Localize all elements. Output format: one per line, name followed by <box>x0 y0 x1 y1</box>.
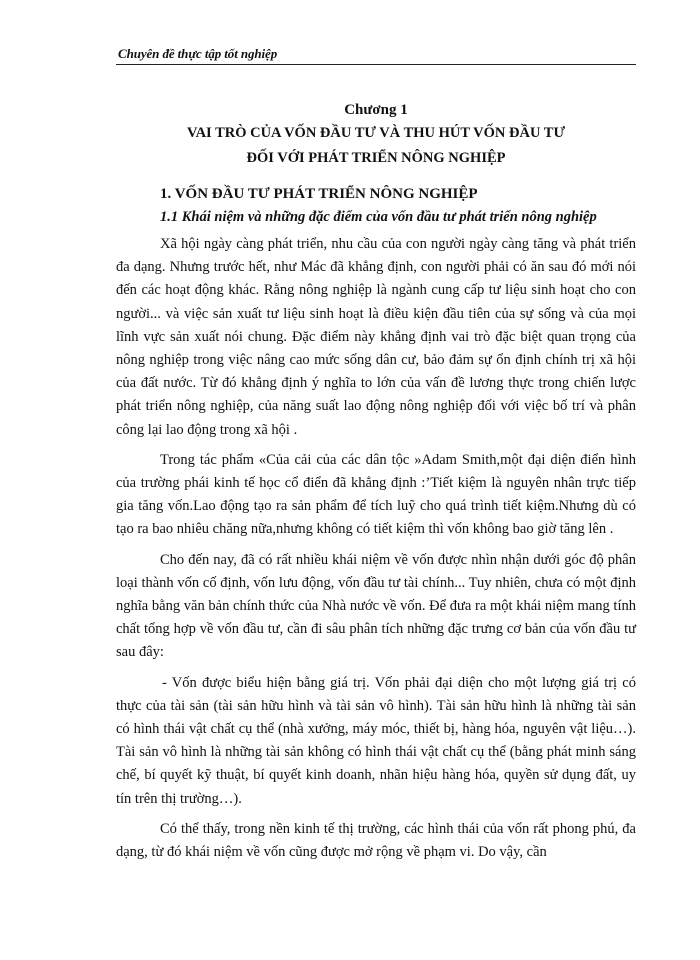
paragraph: Xã hội ngày càng phát triển, nhu cầu của con người ngày càng tăng và phát triển đa dạng. Nhưng trước hết, như Mác đã khẳng định, con người phải có ăn sau đó mới nói đến các hoạt động khác. Rằng nông nghiệp là ngành cung cấp tư liệu sinh hoạt cho con người... và việc sản xuất tư liệu sinh hoạt là điều kiện đầu tiên của sự sống và của mọi lĩnh vực sản xuất nói chung. Đặc điểm này khẳng định vai trò đặc biệt quan trọng của nông nghiệp trong việc nâng cao mức sống dân cư, bảo đảm sự ổn định chính trị xã hội của đất nước. Từ đó khẳng định ý nghĩa to lớn của vấn đề lương thực trong chiến lược phát triển nông nghiệp, của năng suất lao động nông nghiệp đối với việc bố trí và phân công lại lao động trong xã hội . <box>116 236 636 438</box>
subsection-heading: 1.1 Khái niệm và những đặc điểm của vốn đầu tư phát triển nông nghiệp <box>160 209 597 225</box>
chapter-title-line-1: VAI TRÒ CỦA VỐN ĐẦU TƯ VÀ THU HÚT VỐN ĐẦU TƯ <box>186 125 565 141</box>
running-header: Chuyên đề thực tập tốt nghiệp <box>118 46 278 61</box>
bullet-paragraph: - Vốn được biểu hiện bằng giá trị. Vốn phải đại diện cho một lượng giá trị có thực của tài sản (tài sản hữu hình và tài sản vô hình). Tài sản hữu hình là những tài sản có hình thái vật chất cụ thể (nhà xưởng, máy móc, thiết bị, hàng hóa, nguyên vật liệu…). Tài sản vô hình là những tài sản không có hình thái vật chất cụ thể (bằng phát minh sáng chế, bí quyết kỹ thuật, bí quyết kinh doanh, nhãn hiệu hàng hóa, quyền sử dụng đất, uy tín trên thị trường…). <box>116 674 636 807</box>
paragraph: Cho đến nay, đã có rất nhiều khái niệm về vốn được nhìn nhận dưới góc độ phân loại thành vốn cố định, vốn lưu động, vốn đầu tư tài chính... Tuy nhiên, chưa có một định nghĩa bằng văn bản chính thức của Nhà nước về vốn. Để đưa ra một khái niệm mang tính chất tổng hợp về vốn đầu tư, cần đi sâu phân tích những đặc trưng cơ bản của vốn đầu tư sau đây: <box>116 551 636 661</box>
paragraph: Có thể thấy, trong nền kinh tế thị trường, các hình thái của vốn rất phong phú, đa dạng, từ đó khái niệm về vốn cũng được mở rộng về phạm vi. Do vậy, cần <box>116 820 636 861</box>
body-text <box>116 233 636 871</box>
header-rule <box>116 64 636 65</box>
section-heading: 1. VỐN ĐẦU TƯ PHÁT TRIỂN NÔNG NGHIỆP <box>160 186 478 202</box>
chapter-heading <box>116 100 636 170</box>
paragraph: Trong tác phẩm «Của cải của các dân tộc »Adam Smith,một đại diện điển hình của trường phái kinh tế học cổ điển đã khẳng định :’Tiết kiệm là nguyên nhân trực tiếp gia tăng vốn.Lao động tạo ra sản phẩm để tích luỹ cho quá trình tiết kiệm.Nhưng dù có tạo ra bao nhiêu chăng nữa,nhưng không có tiết kiệm thì vốn không bao giờ tăng lên . <box>116 451 636 538</box>
chapter-label: Chương 1 <box>344 102 408 118</box>
chapter-title-line-2: ĐỐI VỚI PHÁT TRIỂN NÔNG NGHIỆP <box>246 150 506 166</box>
